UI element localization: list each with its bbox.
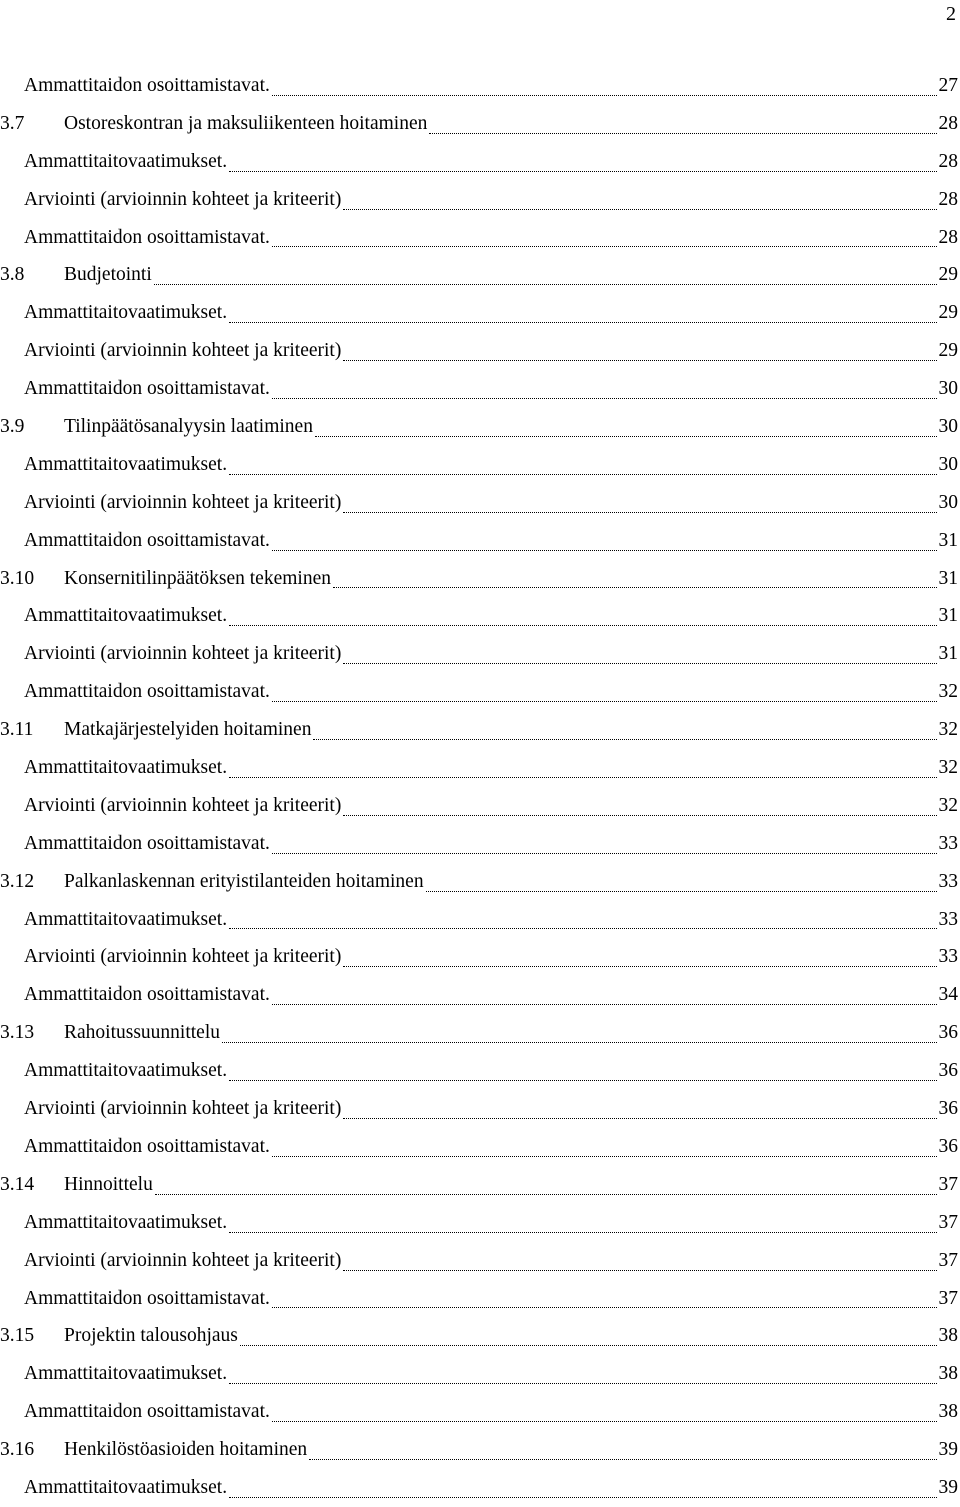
- toc-subentry[interactable]: [0, 901, 958, 939]
- toc-subentry[interactable]: [0, 787, 958, 825]
- toc-entry-title: Ammattitaidon osoittamistavat.: [24, 1401, 270, 1423]
- toc-entry-title: Ammattitaitovaatimukset.: [24, 757, 228, 779]
- toc-subentry[interactable]: [0, 446, 958, 484]
- toc-entry-title: Arviointi (arvioinnin kohteet ja kriteerit): [24, 188, 342, 210]
- toc-dot-leader: [343, 208, 936, 210]
- toc-subentry[interactable]: [0, 749, 958, 787]
- toc-section-entry[interactable]: [0, 1014, 958, 1052]
- toc-subentry[interactable]: [0, 484, 958, 522]
- toc-entry-title: Ammattitaitovaatimukset.: [24, 908, 228, 930]
- toc-entry-title: Ammattitaidon osoittamistavat.: [24, 1287, 270, 1309]
- toc-entry-title: Projektin talousohjaus: [64, 1325, 238, 1347]
- toc-entry-page: 36: [938, 1022, 958, 1044]
- toc-entry-page: 37: [938, 1287, 958, 1309]
- toc-dot-leader: [229, 473, 936, 475]
- toc-subentry[interactable]: [0, 635, 958, 673]
- toc-subentry[interactable]: [0, 181, 958, 219]
- toc-entry-page: 38: [938, 1401, 958, 1423]
- toc-dot-leader: [272, 1003, 937, 1005]
- toc-entry-title: Arviointi (arvioinnin kohteet ja kriteerit): [24, 491, 342, 513]
- toc-entry-title: Ammattitaitovaatimukset.: [24, 150, 228, 172]
- toc-subentry[interactable]: [0, 1090, 958, 1128]
- toc-entry-number: 3.11: [0, 719, 34, 741]
- toc-entry-title: Arviointi (arvioinnin kohteet ja kriteerit): [24, 1098, 342, 1120]
- toc-subentry[interactable]: [0, 938, 958, 976]
- toc-subentry[interactable]: [0, 219, 958, 257]
- toc-dot-leader: [229, 1231, 936, 1233]
- toc-subentry[interactable]: [0, 825, 958, 863]
- toc-entry-page: 36: [938, 1135, 958, 1157]
- toc-entry-title: Ammattitaidon osoittamistavat.: [24, 75, 270, 96]
- toc-entry-title: Arviointi (arvioinnin kohteet ja kriteerit): [24, 946, 342, 968]
- toc-entry-page: 39: [938, 1439, 958, 1461]
- toc-entry-page: 31: [938, 567, 958, 589]
- toc-subentry[interactable]: [0, 1469, 958, 1507]
- toc-dot-leader: [426, 890, 937, 892]
- toc-subentry[interactable]: [0, 294, 958, 332]
- toc-dot-leader: [343, 359, 936, 361]
- toc-section-entry[interactable]: [0, 256, 958, 294]
- toc-dot-leader: [229, 1382, 936, 1384]
- toc-entry-page: 30: [938, 378, 958, 400]
- toc-entry-title: Ammattitaitovaatimukset.: [24, 1060, 228, 1082]
- toc-entry-title: Rahoitussuunnittelu: [64, 1022, 220, 1044]
- toc-entry-page: 39: [938, 1476, 958, 1498]
- toc-entry-page: 33: [938, 946, 958, 968]
- toc-entry-page: 32: [938, 681, 958, 703]
- toc-dot-leader: [272, 397, 937, 399]
- toc-entry-page: 28: [938, 150, 958, 172]
- toc-dot-leader: [333, 586, 937, 588]
- toc-entry-title: Ammattitaidon osoittamistavat.: [24, 378, 270, 400]
- toc-entry-page: 31: [938, 643, 958, 665]
- toc-subentry[interactable]: [0, 332, 958, 370]
- toc-entry-title: Hinnoittelu: [64, 1173, 153, 1195]
- toc-subentry[interactable]: [0, 1052, 958, 1090]
- toc-entry-title: Ammattitaitovaatimukset.: [24, 605, 228, 627]
- toc-dot-leader: [229, 1496, 936, 1498]
- toc-dot-leader: [343, 511, 936, 513]
- toc-subentry[interactable]: [0, 1128, 958, 1166]
- toc-dot-leader: [272, 94, 937, 96]
- toc-entry-page: 38: [938, 1363, 958, 1385]
- toc-entry-page: 31: [938, 529, 958, 551]
- toc-subentry[interactable]: [0, 1393, 958, 1431]
- toc-dot-leader: [429, 132, 936, 134]
- toc-entry-number: 3.16: [0, 1439, 35, 1461]
- toc-dot-leader: [343, 1269, 936, 1271]
- toc-dot-leader: [272, 245, 937, 247]
- table-of-contents: [0, 67, 958, 1507]
- toc-dot-leader: [272, 1155, 937, 1157]
- toc-subentry[interactable]: [0, 1242, 958, 1280]
- toc-subentry[interactable]: [0, 522, 958, 560]
- toc-dot-leader: [222, 1041, 937, 1043]
- toc-entry-page: 28: [938, 112, 958, 134]
- toc-entry-title: Ammattitaitovaatimukset.: [24, 302, 228, 324]
- toc-entry-page: 38: [938, 1325, 958, 1347]
- toc-entry-page: 28: [938, 188, 958, 210]
- toc-entry-title: Arviointi (arvioinnin kohteet ja kriteerit): [24, 340, 342, 362]
- toc-entry-page: 33: [938, 870, 958, 892]
- toc-subentry[interactable]: [0, 370, 958, 408]
- toc-entry-title: Ammattitaidon osoittamistavat.: [24, 529, 270, 551]
- toc-entry-page: 32: [938, 757, 958, 779]
- toc-dot-leader: [343, 1117, 936, 1119]
- toc-entry-title: Ammattitaitovaatimukset.: [24, 1363, 228, 1385]
- toc-dot-leader: [343, 662, 936, 664]
- toc-entry-page: 30: [938, 453, 958, 475]
- toc-entry-title: Ammattitaidon osoittamistavat.: [24, 226, 270, 248]
- toc-subentry[interactable]: [0, 1280, 958, 1318]
- toc-section-entry[interactable]: [0, 711, 958, 749]
- toc-entry-number: 3.7: [0, 112, 25, 134]
- toc-dot-leader: [229, 776, 936, 778]
- toc-entry-number: 3.13: [0, 1022, 35, 1044]
- toc-section-entry[interactable]: [0, 1166, 958, 1204]
- toc-dot-leader: [229, 170, 936, 172]
- toc-entry-page: 28: [938, 226, 958, 248]
- toc-dot-leader: [313, 738, 936, 740]
- toc-dot-leader: [229, 321, 936, 323]
- toc-section-entry[interactable]: [0, 408, 958, 446]
- toc-entry-title: Ammattitaidon osoittamistavat.: [24, 984, 270, 1006]
- toc-entry-page: 31: [938, 605, 958, 627]
- toc-entry-page: 37: [938, 1173, 958, 1195]
- toc-section-entry[interactable]: [0, 863, 958, 901]
- toc-entry-page: 27: [938, 75, 958, 96]
- toc-entry-page: 36: [938, 1098, 958, 1120]
- toc-entry-title: Matkajärjestelyiden hoitaminen: [64, 719, 312, 741]
- toc-subentry[interactable]: [0, 976, 958, 1014]
- toc-dot-leader: [229, 624, 936, 626]
- toc-dot-leader: [229, 1079, 936, 1081]
- toc-entry-page: 33: [938, 908, 958, 930]
- toc-dot-leader: [229, 927, 936, 929]
- toc-dot-leader: [272, 549, 937, 551]
- toc-entry-title: Ammattitaidon osoittamistavat.: [24, 1135, 270, 1157]
- toc-subentry[interactable]: [0, 673, 958, 711]
- toc-subentry[interactable]: [0, 1355, 958, 1393]
- toc-dot-leader: [343, 814, 936, 816]
- toc-entry-title: Budjetointi: [64, 264, 152, 286]
- toc-section-entry[interactable]: [0, 1431, 958, 1469]
- toc-entry-title: Ammattitaitovaatimukset.: [24, 1476, 228, 1498]
- toc-subentry[interactable]: [0, 1204, 958, 1242]
- toc-entry-page: 33: [938, 832, 958, 854]
- toc-entry-title: Arviointi (arvioinnin kohteet ja kriteerit): [24, 794, 342, 816]
- toc-entry-page: 30: [938, 416, 958, 438]
- toc-entry-page: 32: [938, 719, 958, 741]
- toc-entry-number: 3.8: [0, 264, 25, 286]
- toc-entry-number: 3.15: [0, 1325, 35, 1347]
- toc-subentry[interactable]: [0, 143, 958, 181]
- toc-entry-title: Ammattitaitovaatimukset.: [24, 453, 228, 475]
- toc-subentry[interactable]: [0, 67, 958, 105]
- toc-section-entry[interactable]: [0, 560, 958, 598]
- toc-entry-page: 29: [938, 302, 958, 324]
- toc-entry-page: 34: [938, 984, 958, 1006]
- toc-subentry[interactable]: [0, 597, 958, 635]
- toc-entry-page: 30: [938, 491, 958, 513]
- toc-entry-title: Arviointi (arvioinnin kohteet ja kriteerit): [24, 643, 342, 665]
- toc-entry-number: 3.14: [0, 1173, 35, 1195]
- toc-entry-title: Ammattitaitovaatimukset.: [24, 1211, 228, 1233]
- toc-entry-title: Ostoreskontran ja maksuliikenteen hoitaminen: [64, 112, 428, 134]
- toc-entry-title: Ammattitaidon osoittamistavat.: [24, 832, 270, 854]
- toc-dot-leader: [272, 852, 937, 854]
- toc-section-entry[interactable]: [0, 1317, 958, 1355]
- page-number: 2: [946, 3, 956, 25]
- toc-entry-page: 37: [938, 1211, 958, 1233]
- toc-dot-leader: [272, 1306, 937, 1308]
- toc-entry-number: 3.10: [0, 567, 35, 589]
- toc-section-entry[interactable]: [0, 105, 958, 143]
- toc-dot-leader: [315, 435, 937, 437]
- toc-entry-title: Ammattitaidon osoittamistavat.: [24, 681, 270, 703]
- toc-dot-leader: [240, 1344, 937, 1346]
- toc-dot-leader: [272, 700, 937, 702]
- toc-entry-page: 29: [938, 340, 958, 362]
- toc-entry-number: 3.12: [0, 870, 35, 892]
- toc-entry-page: 36: [938, 1060, 958, 1082]
- toc-dot-leader: [154, 283, 937, 285]
- toc-entry-page: 29: [938, 264, 958, 286]
- toc-entry-title: Palkanlaskennan erityistilanteiden hoitaminen: [64, 870, 424, 892]
- toc-dot-leader: [309, 1458, 936, 1460]
- toc-entry-number: 3.9: [0, 416, 25, 438]
- toc-entry-title: Tilinpäätösanalyysin laatiminen: [64, 416, 313, 438]
- toc-dot-leader: [343, 965, 936, 967]
- toc-dot-leader: [272, 1420, 937, 1422]
- toc-entry-title: Konsernitilinpäätöksen tekeminen: [64, 567, 331, 589]
- toc-entry-title: Henkilöstöasioiden hoitaminen: [64, 1439, 308, 1461]
- toc-entry-title: Arviointi (arvioinnin kohteet ja kriteerit): [24, 1249, 342, 1271]
- toc-entry-page: 37: [938, 1249, 958, 1271]
- toc-entry-page: 32: [938, 794, 958, 816]
- toc-dot-leader: [155, 1193, 937, 1195]
